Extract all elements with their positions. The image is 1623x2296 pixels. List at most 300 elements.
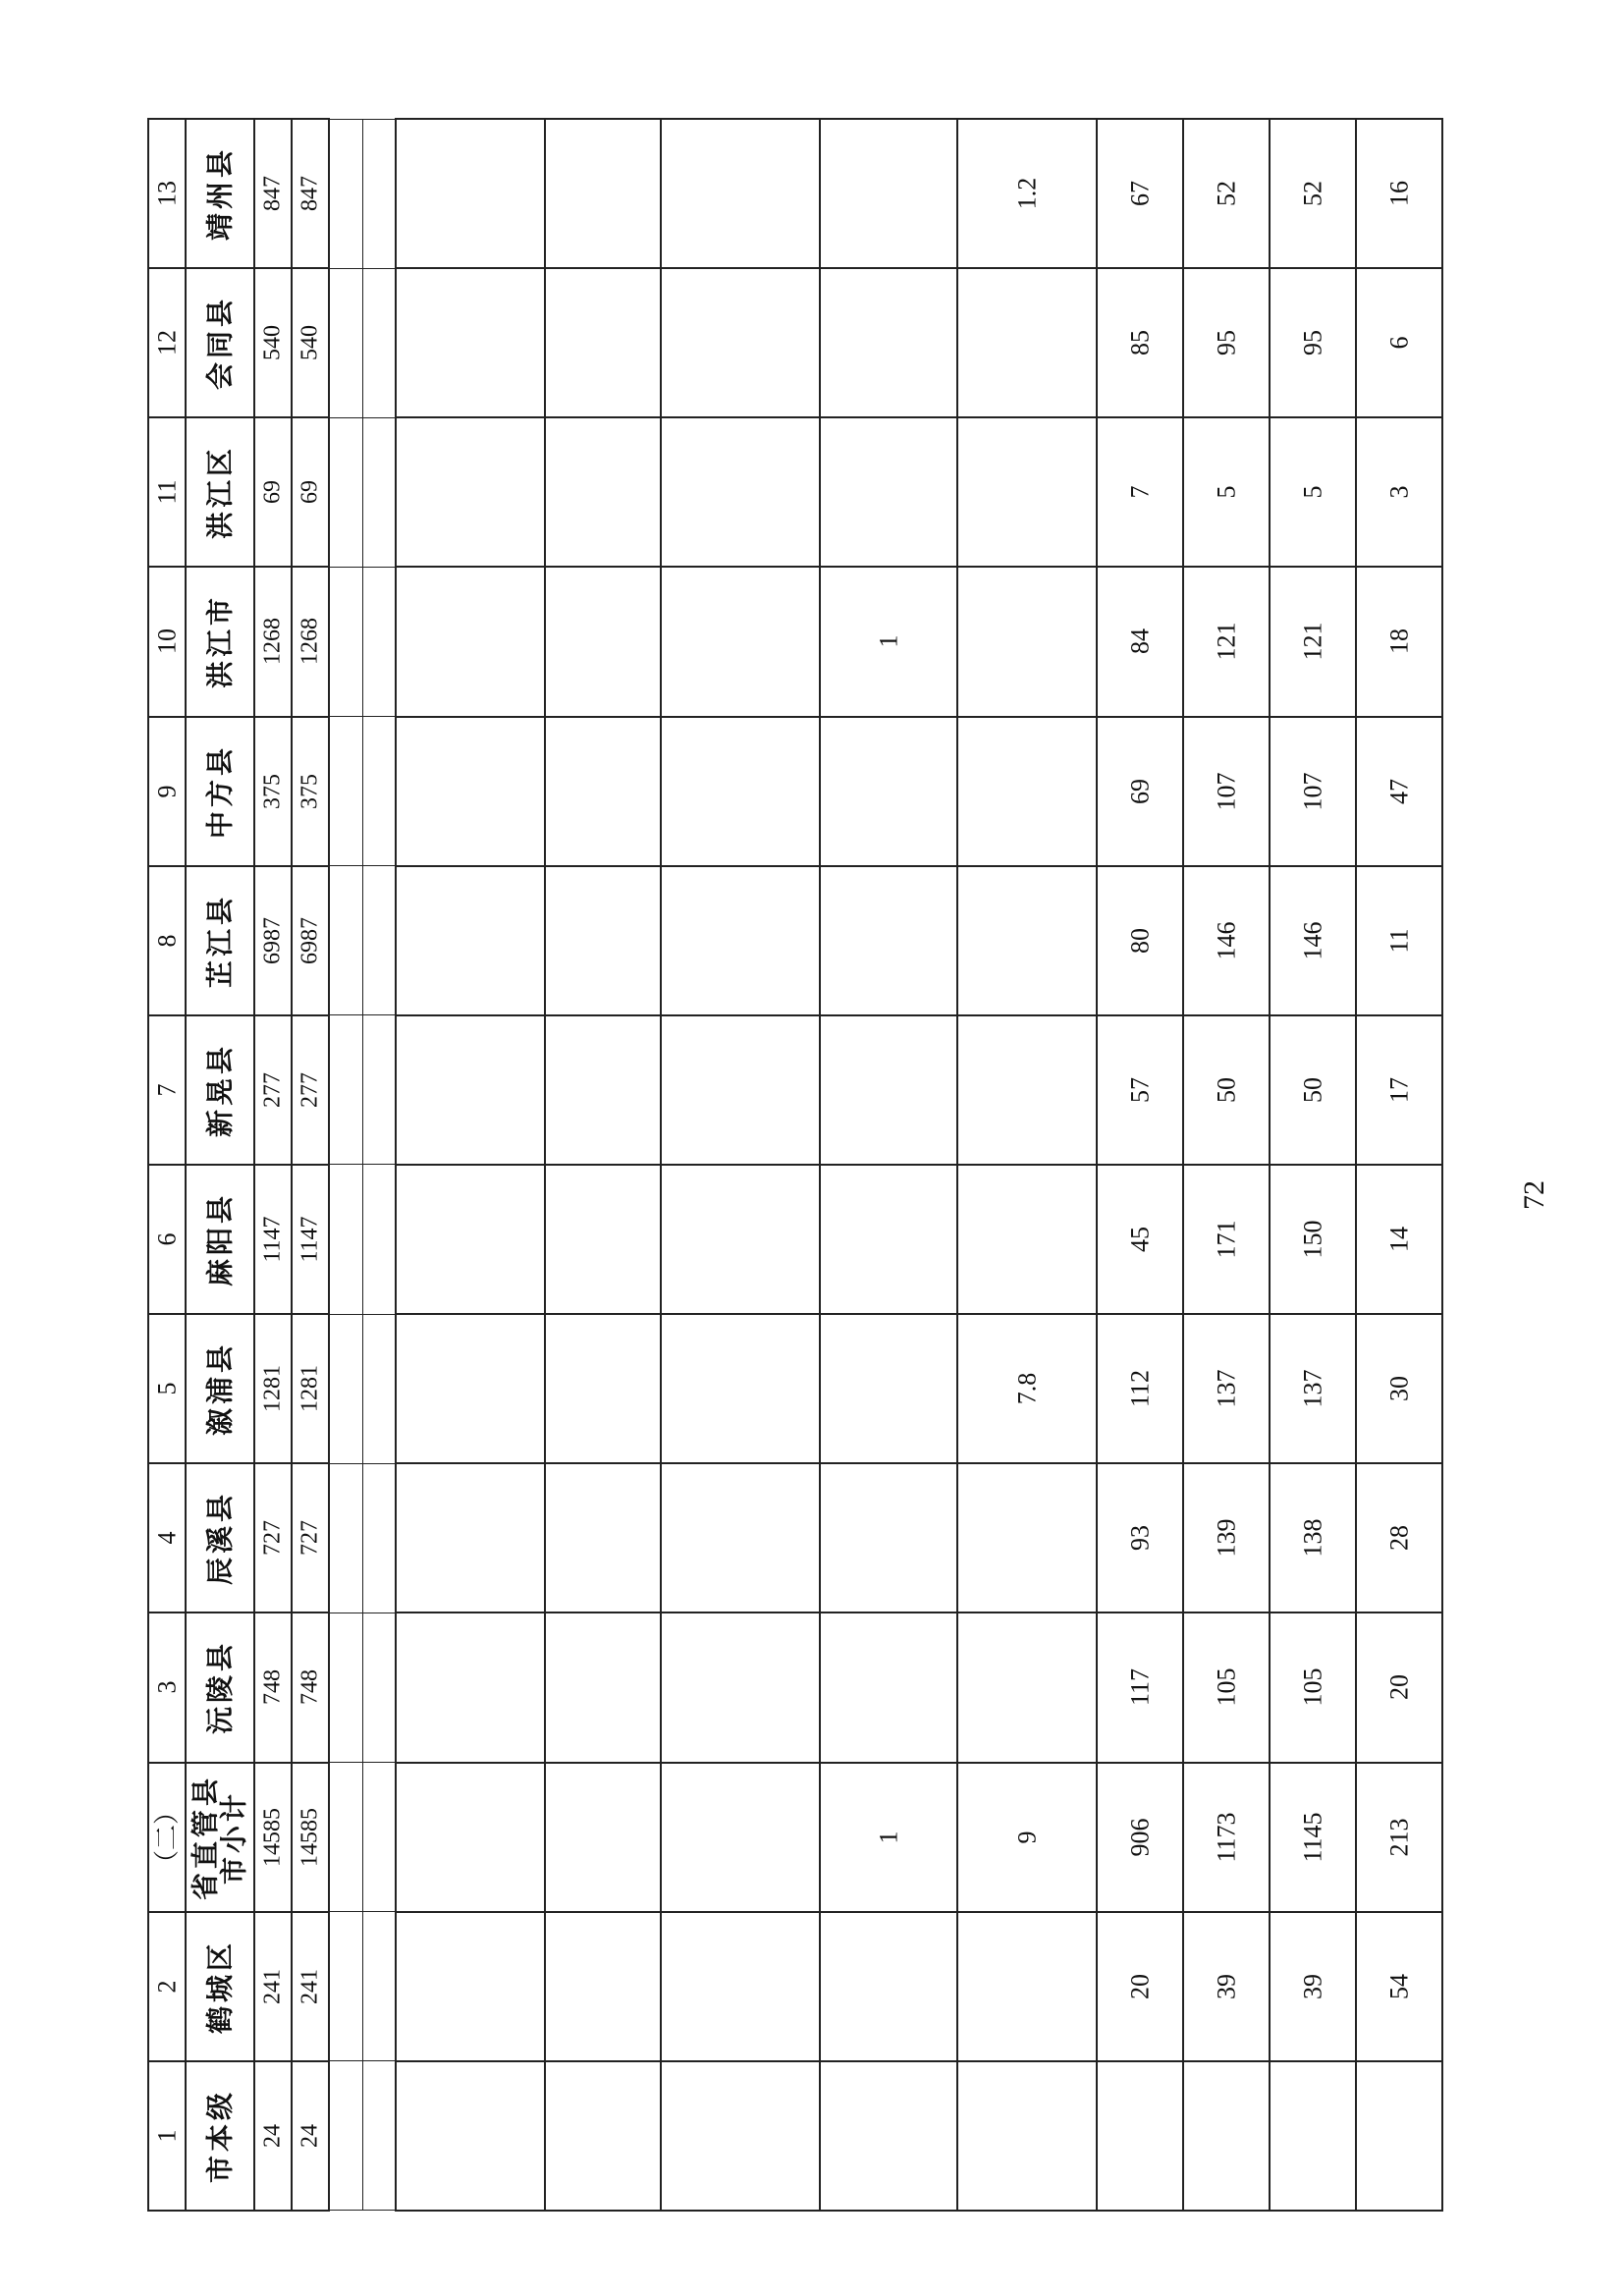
table-cell: [362, 1613, 396, 1762]
column-index: 5: [152, 1382, 182, 1395]
district-name: 鹤城区: [203, 1939, 237, 2034]
table-row: [148, 567, 1442, 716]
value-r11: 69: [1125, 778, 1155, 804]
table-cell: [820, 1912, 957, 2061]
table-cell: [186, 1463, 254, 1613]
column-index: 7: [152, 1083, 182, 1097]
value-r13: 138: [1298, 1518, 1327, 1558]
table-cell: [329, 567, 362, 716]
table-cell: [292, 2061, 329, 2211]
table-cell: [957, 1763, 1097, 1912]
value-r13: 95: [1298, 330, 1327, 356]
table-cell: [362, 866, 396, 1015]
table-row: [148, 1314, 1442, 1463]
table-cell: [292, 119, 329, 268]
value-2: 375: [297, 773, 323, 809]
table-cell: [254, 1015, 292, 1165]
table-row: [148, 1015, 1442, 1165]
table-cell: [362, 1015, 396, 1165]
value-r12: 137: [1212, 1369, 1241, 1408]
value-r11: 20: [1125, 1973, 1155, 1999]
table-cell: [1270, 1763, 1356, 1912]
table-cell: [545, 268, 661, 417]
table-cell: [820, 717, 957, 866]
value-r14: 6: [1384, 336, 1414, 350]
district-name: 新晃县: [203, 1042, 237, 1137]
table-cell: [396, 268, 545, 417]
table-row: [148, 1165, 1442, 1314]
value-r12: 52: [1212, 181, 1241, 207]
value-2: 1281: [297, 1365, 323, 1413]
table-cell: [1097, 1314, 1183, 1463]
table-cell: [1270, 119, 1356, 268]
table-cell: [186, 717, 254, 866]
table-row: [148, 268, 1442, 417]
table-cell: [254, 1314, 292, 1463]
table-cell: [329, 268, 362, 417]
table-cell: [1356, 1015, 1442, 1165]
table-cell: [661, 417, 820, 567]
table-cell: [148, 1165, 186, 1314]
table-cell: [1270, 1912, 1356, 2061]
table-cell: [148, 1763, 186, 1912]
value-r11: 112: [1125, 1370, 1155, 1408]
table-cell: [148, 417, 186, 567]
table-cell: [254, 1763, 292, 1912]
value-1: 277: [259, 1071, 286, 1108]
page-number: 72: [1518, 1180, 1550, 1210]
table-cell: [1356, 1314, 1442, 1463]
value-r12: 146: [1212, 921, 1241, 960]
district-name: 中方县: [203, 743, 237, 839]
table-cell: [545, 1314, 661, 1463]
table-cell: [545, 1912, 661, 2061]
table-cell: [148, 1314, 186, 1463]
table-cell: [396, 866, 545, 1015]
value-r14: 16: [1384, 181, 1414, 207]
table-cell: [396, 1314, 545, 1463]
table-cell: [545, 717, 661, 866]
table-cell: [1183, 567, 1270, 716]
table-cell: [545, 1463, 661, 1613]
table-cell: [957, 119, 1097, 268]
table-cell: [957, 2061, 1097, 2211]
table-cell: [329, 1463, 362, 1613]
table-cell: [362, 1463, 396, 1613]
value-1: 727: [259, 1520, 286, 1557]
table-cell: [1183, 1165, 1270, 1314]
table-cell: [254, 417, 292, 567]
district-name: [191, 1775, 249, 1900]
table-cell: [545, 1613, 661, 1762]
table-cell: [1097, 417, 1183, 567]
table-body: [148, 119, 1442, 2211]
table-cell: [148, 866, 186, 1015]
table-cell: [292, 567, 329, 716]
table-cell: [396, 567, 545, 716]
table-cell: [396, 1763, 545, 1912]
district-name: 芷江县: [203, 893, 237, 988]
value-r13: 107: [1298, 772, 1327, 811]
column-index: 3: [152, 1680, 182, 1694]
table-cell: [1270, 417, 1356, 567]
table-cell: [661, 717, 820, 866]
table-row: [148, 717, 1442, 866]
table-cell: [1097, 1463, 1183, 1613]
value-r11: 67: [1125, 181, 1155, 207]
table-cell: [820, 2061, 957, 2211]
value-r11: 84: [1125, 629, 1155, 655]
table-cell: [1356, 1763, 1442, 1912]
value-r14: 47: [1384, 778, 1414, 804]
table-cell: [1183, 417, 1270, 567]
column-index: 12: [152, 330, 182, 356]
table-cell: [1183, 1463, 1270, 1613]
table-cell: [362, 1763, 396, 1912]
table-cell: [545, 2061, 661, 2211]
value-r11: 906: [1125, 1818, 1155, 1857]
district-name: 洪江区: [203, 445, 237, 540]
table-cell: [292, 1763, 329, 1912]
district-name-line2: 市小计: [218, 1789, 250, 1885]
table-cell: [957, 567, 1097, 716]
value-2: 24: [297, 2123, 323, 2148]
table-cell: [148, 1015, 186, 1165]
table-cell: [1183, 2061, 1270, 2211]
table-cell: [661, 119, 820, 268]
table-cell: [1097, 1613, 1183, 1762]
table-cell: [329, 717, 362, 866]
table-cell: [362, 1912, 396, 2061]
table-cell: [362, 417, 396, 567]
value-r14: 18: [1384, 629, 1414, 655]
table-cell: [186, 866, 254, 1015]
table-cell: [186, 567, 254, 716]
table-cell: [1356, 1463, 1442, 1613]
value-1: 1281: [259, 1365, 286, 1413]
table-cell: [1183, 268, 1270, 417]
value-r13: 137: [1298, 1369, 1327, 1408]
value-r14: 20: [1384, 1674, 1414, 1701]
column-index: 13: [152, 181, 182, 207]
table-cell: [820, 119, 957, 268]
table-cell: [1097, 2061, 1183, 2211]
table-cell: [545, 119, 661, 268]
table-cell: [329, 417, 362, 567]
table-cell: [292, 417, 329, 567]
value-r11: 45: [1125, 1227, 1155, 1253]
table-cell: [820, 1613, 957, 1762]
table-row: [148, 2061, 1442, 2211]
table-cell: [1183, 119, 1270, 268]
value-2: 14585: [297, 1807, 323, 1867]
value-1: 14585: [259, 1807, 286, 1867]
value-r12: 105: [1212, 1667, 1241, 1707]
table-cell: [362, 2061, 396, 2211]
table-cell: [661, 1463, 820, 1613]
value-r13: 5: [1298, 485, 1327, 499]
table-cell: [820, 268, 957, 417]
table-cell: [292, 1165, 329, 1314]
value-r10: 9: [1012, 1831, 1042, 1844]
table-cell: [329, 1015, 362, 1165]
value-r10: 1.2: [1012, 177, 1042, 210]
table-cell: [661, 1912, 820, 2061]
table-cell: [292, 717, 329, 866]
table-cell: [957, 1165, 1097, 1314]
table-cell: [661, 268, 820, 417]
table-cell: [362, 1165, 396, 1314]
table-cell: [957, 1912, 1097, 2061]
district-name: 洪江市: [203, 594, 237, 689]
data-table: [147, 118, 1443, 2212]
table-cell: [148, 119, 186, 268]
value-1: 748: [259, 1669, 286, 1706]
table-cell: [957, 1314, 1097, 1463]
table-cell: [362, 567, 396, 716]
table-cell: [1097, 1763, 1183, 1912]
table-cell: [254, 567, 292, 716]
table-cell: [148, 1912, 186, 2061]
table-cell: [396, 1912, 545, 2061]
table-cell: [661, 1165, 820, 1314]
column-index: 2: [152, 1980, 182, 1994]
value-r12: 107: [1212, 772, 1241, 811]
table-cell: [292, 268, 329, 417]
table-cell: [186, 1165, 254, 1314]
value-r11: 57: [1125, 1076, 1155, 1103]
table-cell: [186, 1613, 254, 1762]
table-cell: [254, 717, 292, 866]
table-cell: [396, 2061, 545, 2211]
table-cell: [661, 1613, 820, 1762]
value-r12: 1173: [1212, 1812, 1241, 1863]
value-r12: 139: [1212, 1518, 1241, 1558]
table-cell: [1270, 2061, 1356, 2211]
table-cell: [820, 567, 957, 716]
district-name-line1: 省直管县: [189, 1774, 222, 1900]
table-cell: [148, 567, 186, 716]
table-cell: [1097, 1015, 1183, 1165]
table-cell: [329, 2061, 362, 2211]
table-cell: [1356, 1912, 1442, 2061]
value-r13: 39: [1298, 1973, 1327, 1999]
value-r11: 117: [1125, 1668, 1155, 1707]
table-cell: [292, 866, 329, 1015]
value-r9: 1: [874, 634, 903, 648]
value-2: 748: [297, 1669, 323, 1706]
table-cell: [396, 119, 545, 268]
table-cell: [148, 717, 186, 866]
value-r11: 7: [1125, 485, 1155, 499]
value-2: 69: [297, 480, 323, 505]
table-cell: [254, 119, 292, 268]
table-cell: [1356, 1165, 1442, 1314]
table-cell: [329, 866, 362, 1015]
table-cell: [661, 1763, 820, 1912]
value-r14: 54: [1384, 1973, 1414, 1999]
table-cell: [329, 1314, 362, 1463]
table-cell: [254, 1912, 292, 2061]
table-row: [148, 1613, 1442, 1762]
value-2: 847: [297, 176, 323, 212]
table-row: [148, 119, 1442, 268]
table-cell: [396, 1463, 545, 1613]
value-1: 1268: [259, 618, 286, 666]
table-cell: [186, 268, 254, 417]
value-r12: 5: [1212, 485, 1241, 499]
table-cell: [820, 866, 957, 1015]
table-cell: [1356, 119, 1442, 268]
table-cell: [1097, 268, 1183, 417]
table-cell: [148, 2061, 186, 2211]
table-cell: [396, 1613, 545, 1762]
table-cell: [957, 417, 1097, 567]
table-cell: [186, 119, 254, 268]
table-cell: [292, 1912, 329, 2061]
value-1: 847: [259, 176, 286, 212]
table-cell: [1270, 717, 1356, 866]
table-cell: [148, 268, 186, 417]
district-name: 沅陵县: [203, 1640, 237, 1735]
table-cell: [1183, 1763, 1270, 1912]
rotated-data-table: [147, 118, 1414, 2210]
table-cell: [396, 417, 545, 567]
value-1: 540: [259, 325, 286, 361]
table-cell: [186, 417, 254, 567]
table-cell: [254, 866, 292, 1015]
table-cell: [186, 2061, 254, 2211]
table-cell: [820, 1314, 957, 1463]
value-r14: 3: [1384, 485, 1414, 499]
table-cell: [820, 1463, 957, 1613]
value-2: 241: [297, 1968, 323, 2004]
table-cell: [545, 417, 661, 567]
value-1: 24: [259, 2123, 286, 2148]
table-cell: [329, 1763, 362, 1912]
table-cell: [396, 1015, 545, 1165]
value-r14: 30: [1384, 1376, 1414, 1402]
table-cell: [1270, 1314, 1356, 1463]
value-1: 241: [259, 1968, 286, 2004]
table-cell: [1183, 866, 1270, 1015]
value-2: 1147: [297, 1216, 323, 1263]
value-r12: 50: [1212, 1076, 1241, 1103]
table-cell: [254, 1463, 292, 1613]
value-1: 6987: [259, 916, 286, 964]
value-r12: 39: [1212, 1973, 1241, 1999]
table-cell: [957, 1463, 1097, 1613]
table-cell: [545, 567, 661, 716]
table-cell: [254, 268, 292, 417]
table-cell: [661, 2061, 820, 2211]
value-r14: 213: [1384, 1818, 1414, 1857]
table-cell: [396, 1165, 545, 1314]
table-cell: [1356, 866, 1442, 1015]
value-r14: 11: [1384, 928, 1414, 954]
table-cell: [1097, 717, 1183, 866]
table-cell: [1183, 1613, 1270, 1762]
table-cell: [820, 1015, 957, 1165]
table-cell: [254, 1613, 292, 1762]
column-index: 6: [152, 1232, 182, 1246]
table-row: [148, 417, 1442, 567]
table-cell: [1270, 1463, 1356, 1613]
table-cell: [820, 417, 957, 567]
district-name: 辰溪县: [203, 1491, 237, 1586]
table-cell: [292, 1314, 329, 1463]
table-cell: [1183, 1912, 1270, 2061]
table-cell: [254, 2061, 292, 2211]
table-cell: [1097, 119, 1183, 268]
value-r11: 85: [1125, 330, 1155, 356]
table-cell: [1270, 1015, 1356, 1165]
table-cell: [1356, 417, 1442, 567]
table-cell: [292, 1463, 329, 1613]
table-cell: [957, 717, 1097, 866]
district-name: 会同县: [203, 296, 237, 391]
table-cell: [957, 866, 1097, 1015]
table-cell: [957, 1015, 1097, 1165]
table-cell: [1097, 866, 1183, 1015]
table-cell: [186, 1015, 254, 1165]
value-r9: 1: [874, 1831, 903, 1844]
table-cell: [254, 1165, 292, 1314]
table-cell: [329, 1613, 362, 1762]
table-cell: [1270, 866, 1356, 1015]
value-r11: 80: [1125, 927, 1155, 954]
table-cell: [1097, 567, 1183, 716]
table-cell: [148, 1613, 186, 1762]
table-cell: [545, 866, 661, 1015]
table-cell: [1356, 717, 1442, 866]
table-row: [148, 1763, 1442, 1912]
table-cell: [1270, 1613, 1356, 1762]
value-r12: 171: [1212, 1220, 1241, 1259]
value-r11: 93: [1125, 1525, 1155, 1552]
table-cell: [329, 1165, 362, 1314]
value-r13: 1145: [1298, 1812, 1327, 1863]
table-cell: [1356, 2061, 1442, 2211]
table-cell: [1356, 567, 1442, 716]
value-r13: 146: [1298, 921, 1327, 960]
table-cell: [186, 1912, 254, 2061]
table-cell: [820, 1763, 957, 1912]
value-r13: 121: [1298, 622, 1327, 661]
table-cell: [329, 119, 362, 268]
table-cell: [545, 1015, 661, 1165]
table-cell: [362, 1314, 396, 1463]
value-r13: 150: [1298, 1220, 1327, 1259]
value-r14: 17: [1384, 1076, 1414, 1103]
column-index: 4: [152, 1531, 182, 1545]
value-r14: 28: [1384, 1525, 1414, 1552]
district-name: 溆浦县: [203, 1341, 237, 1437]
table-cell: [661, 1314, 820, 1463]
column-index: 11: [152, 479, 182, 505]
value-2: 277: [297, 1071, 323, 1108]
value-r10: 7.8: [1012, 1372, 1042, 1405]
value-2: 1268: [297, 618, 323, 666]
table-row: [148, 1463, 1442, 1613]
column-index: 10: [152, 629, 182, 655]
table-cell: [362, 119, 396, 268]
table-cell: [1183, 717, 1270, 866]
value-r13: 50: [1298, 1076, 1327, 1103]
table-cell: [329, 1912, 362, 2061]
value-1: 1147: [259, 1216, 286, 1263]
table-cell: [1270, 268, 1356, 417]
